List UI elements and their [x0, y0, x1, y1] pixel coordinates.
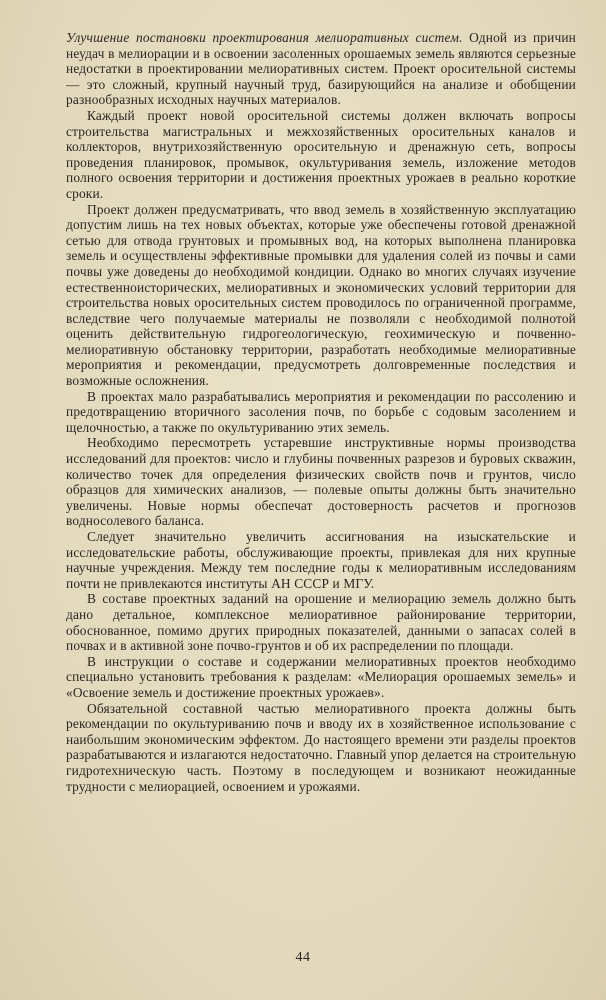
- paragraph-5: Необходимо пересмотреть устаревшие инструктивные нормы производства исследований для проектов: число и глубины почвенных разрезов и буровых скважин, количество точек для определения физических свойств почв и грунтов, число образцов для химических анализов, — полевые опыты должны быть значительно увеличены. Новые нормы обеспечат достоверность расчетов и прогнозов водносолевого баланса.: [66, 435, 576, 529]
- section-heading: Улучшение постановки проектирования мелиоративных систем.: [66, 30, 463, 45]
- paragraph-2: Каждый проект новой оросительной системы должен включать вопросы строительства магистральных и межхозяйственных оросительных каналов и коллекторов, внутрихозяйственную оросительную и дренажную сеть, вопросы проведения планировок, промывок, окультуривания земель, изложение методов полного освоения территории и достижения проектных урожаев в реально короткие сроки.: [66, 107, 576, 201]
- paragraph-3: Проект должен предусматривать, что ввод земель в хозяйственную эксплуатацию допустим лишь на тех новых объектах, которые уже обеспечены готовой дренажной сетью для отвода грунтовых и промывных вод, на которых выполнена планировка земель и осуществлены эффективные промывки для удаления солей из почвы и сами почвы уже доведены до необходимой кондиции. Однако во многих случаях изучение естественноисторических, мелиоративных и экономических условий территории для строительства новых оросительных систем проводилось по ограниченной программе, вследствие чего получаемые материалы не позволяли с необходимой полнотой оценить действительную гидрогеологическую, геохимическую и почвенно-мелиоративную обстановку территории, разработать необходимые мелиоративные мероприятия и рекомендации, предусмотреть долговременные последствия и возможные осложнения.: [66, 201, 576, 389]
- paragraph-1: [66, 30, 576, 108]
- paragraph-7: В составе проектных заданий на орошение и мелиорацию земель должно быть дано детальное, комплексное мелиоративное районирование территории, обоснованное, помимо других природных показателей, данными о запасах солей в почвах и в активной зоне почво-грунтов и об их распределении по площади.: [66, 591, 576, 654]
- paragraph-8: В инструкции о составе и содержании мелиоративных проектов необходимо специально установить требования к разделам: «Мелиорация орошаемых земель» и «Освоение земель и достижение проектных урожаев».: [66, 653, 576, 700]
- paragraph-1-text: Одной из причин неудач в мелиорации и в освоении засоленных орошаемых земель являются серьезные недостатки в проектировании мелиоративных систем. Проект оросительной системы — это сложный, крупный научный труд, базирующийся на анализе и обобщении разнообразных исходных научных материалов.: [66, 30, 576, 108]
- page-number: 44: [295, 950, 311, 965]
- paragraph-4: В проектах мало разрабатывались мероприятия и рекомендации по рассолению и предотвращению вторичного засоления почв, по борьбе с содовым засолением и щелочностью, а также по окультуриванию этих земель.: [66, 388, 576, 435]
- paragraph-9: Обязательной составной частью мелиоративного проекта должны быть рекомендации по окультуриванию почв и вводу их в хозяйственное использование с наибольшим экономическим эффектом. До настоящего времени эти разделы проектов разрабатываются и излагаются недостаточно. Главный упор делается на строительную гидротехническую часть. Поэтому в последующем и возникают неожиданные трудности с мелиорацией, освоением и урожаями.: [66, 700, 576, 794]
- paragraph-6: Следует значительно увеличить ассигнования на изыскательские и исследовательские работы, обслуживающие проекты, привлекая для них крупные научные учреждения. Между тем последние годы к мелиоративным исследованиям почти не привлекаются институты АН СССР и МГУ.: [66, 529, 576, 591]
